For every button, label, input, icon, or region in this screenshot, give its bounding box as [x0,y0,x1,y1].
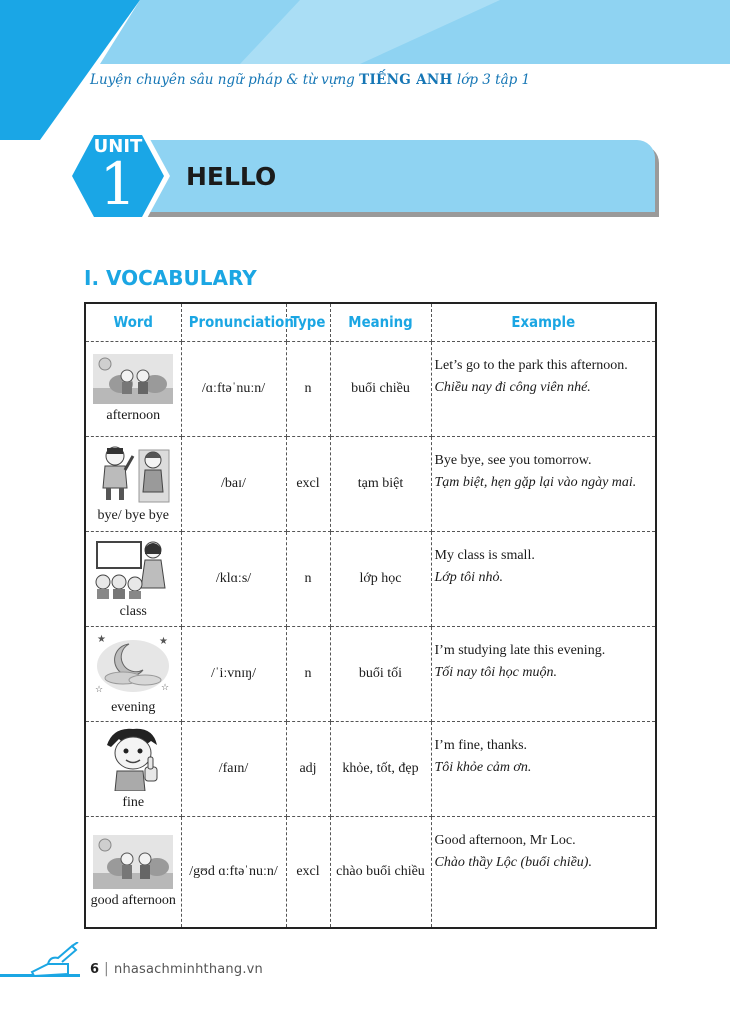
park-scene-icon [93,354,173,404]
type-cell: adj [286,721,330,816]
unit-number: 1 [99,150,137,218]
example-vietnamese: Tạm biệt, hẹn gặp lại vào ngày mai. [434,474,637,490]
table-row [85,721,656,816]
word-cell [85,531,181,626]
series-title-highlight: TIẾNG ANH [359,72,453,88]
pronunciation-cell: /baɪ/ [181,436,286,531]
pronunciation-cell: /faɪn/ [181,721,286,816]
pronunciation-cell: /klɑːs/ [181,531,286,626]
example-english: My class is small. [434,547,535,563]
pronunciation-cell: /ɑːftəˈnuːn/ [181,341,286,436]
meaning-cell: chào buổi chiều [330,816,431,928]
meaning-cell: buổi chiều [330,341,431,436]
table-row [85,436,656,531]
word-cell [85,721,181,816]
footer-separator: | [104,961,109,977]
type-cell: excl [286,816,330,928]
example-english: Good afternoon, Mr Loc. [434,832,576,848]
thumbs-up-boy-icon [93,727,173,791]
vocab-word: class [119,603,147,619]
example-cell [431,721,656,816]
book-series-title [90,72,530,88]
example-vietnamese: Tôi khỏe cảm ơn. [434,759,532,775]
series-title-prefix: Luyện chuyên sâu ngữ pháp & từ vựng [90,72,355,88]
header-example: Example [447,303,641,341]
vocab-word: good afternoon [90,892,176,908]
type-cell: n [286,341,330,436]
svg-text:☆: ☆ [161,682,170,693]
header-pronunciation: Pronunciation [188,303,278,341]
example-english: Let’s go to the park this afternoon. [434,357,628,373]
vocabulary-table [84,302,657,929]
section-heading: I. VOCABULARY [84,266,257,290]
page-number: 6 [90,962,100,977]
vocab-word: afternoon [106,407,161,423]
unit-label: UNIT [93,136,143,157]
example-english: I’m fine, thanks. [434,737,528,753]
table-row [85,626,656,721]
example-english: I’m studying late this evening. [434,642,606,658]
word-cell [85,626,181,721]
moon-stars-icon [93,632,173,696]
meaning-cell: khỏe, tốt, đẹp [330,721,431,816]
svg-text:☆: ☆ [95,684,104,695]
classroom-icon [93,538,173,600]
svg-text:★: ★ [97,633,107,645]
vocab-word: bye/ bye bye [97,507,170,523]
website-url: nhasachminhthang.vn [114,962,263,977]
example-vietnamese: Chào thầy Lộc (buổi chiều). [434,854,592,870]
type-cell: excl [286,436,330,531]
header-banner [0,0,730,140]
example-cell [431,341,656,436]
example-vietnamese: Lớp tôi nhỏ. [434,569,504,585]
header-type: Type [289,303,327,341]
example-cell [431,626,656,721]
writing-hand-icon [28,942,80,980]
park-scene-icon [93,835,173,889]
series-title-suffix: lớp 3 tập 1 [456,72,531,88]
table-header-row [85,303,656,341]
vocab-word: evening [111,699,156,715]
waving-children-icon [93,444,173,504]
table-row [85,531,656,626]
example-vietnamese: Chiều nay đi công viên nhé. [434,379,591,395]
type-cell: n [286,531,330,626]
header-word: Word [92,303,175,341]
example-vietnamese: Tối nay tôi học muộn. [434,664,557,680]
pronunciation-cell: /gʊd ɑːftəˈnuːn/ [181,816,286,928]
table-row [85,816,656,928]
example-english: Bye bye, see you tomorrow. [434,452,592,468]
example-cell [431,531,656,626]
meaning-cell: tạm biệt [330,436,431,531]
pronunciation-cell: /ˈiːvnɪŋ/ [181,626,286,721]
svg-text:★: ★ [159,635,169,647]
example-cell [431,436,656,531]
type-cell: n [286,626,330,721]
meaning-cell: lớp học [330,531,431,626]
vocab-word: fine [122,794,145,810]
header-meaning: Meaning [337,303,424,341]
word-cell [85,816,181,928]
word-cell [85,436,181,531]
word-cell [85,341,181,436]
unit-title: HELLO [186,162,277,191]
table-row [85,341,656,436]
example-cell [431,816,656,928]
meaning-cell: buổi tối [330,626,431,721]
